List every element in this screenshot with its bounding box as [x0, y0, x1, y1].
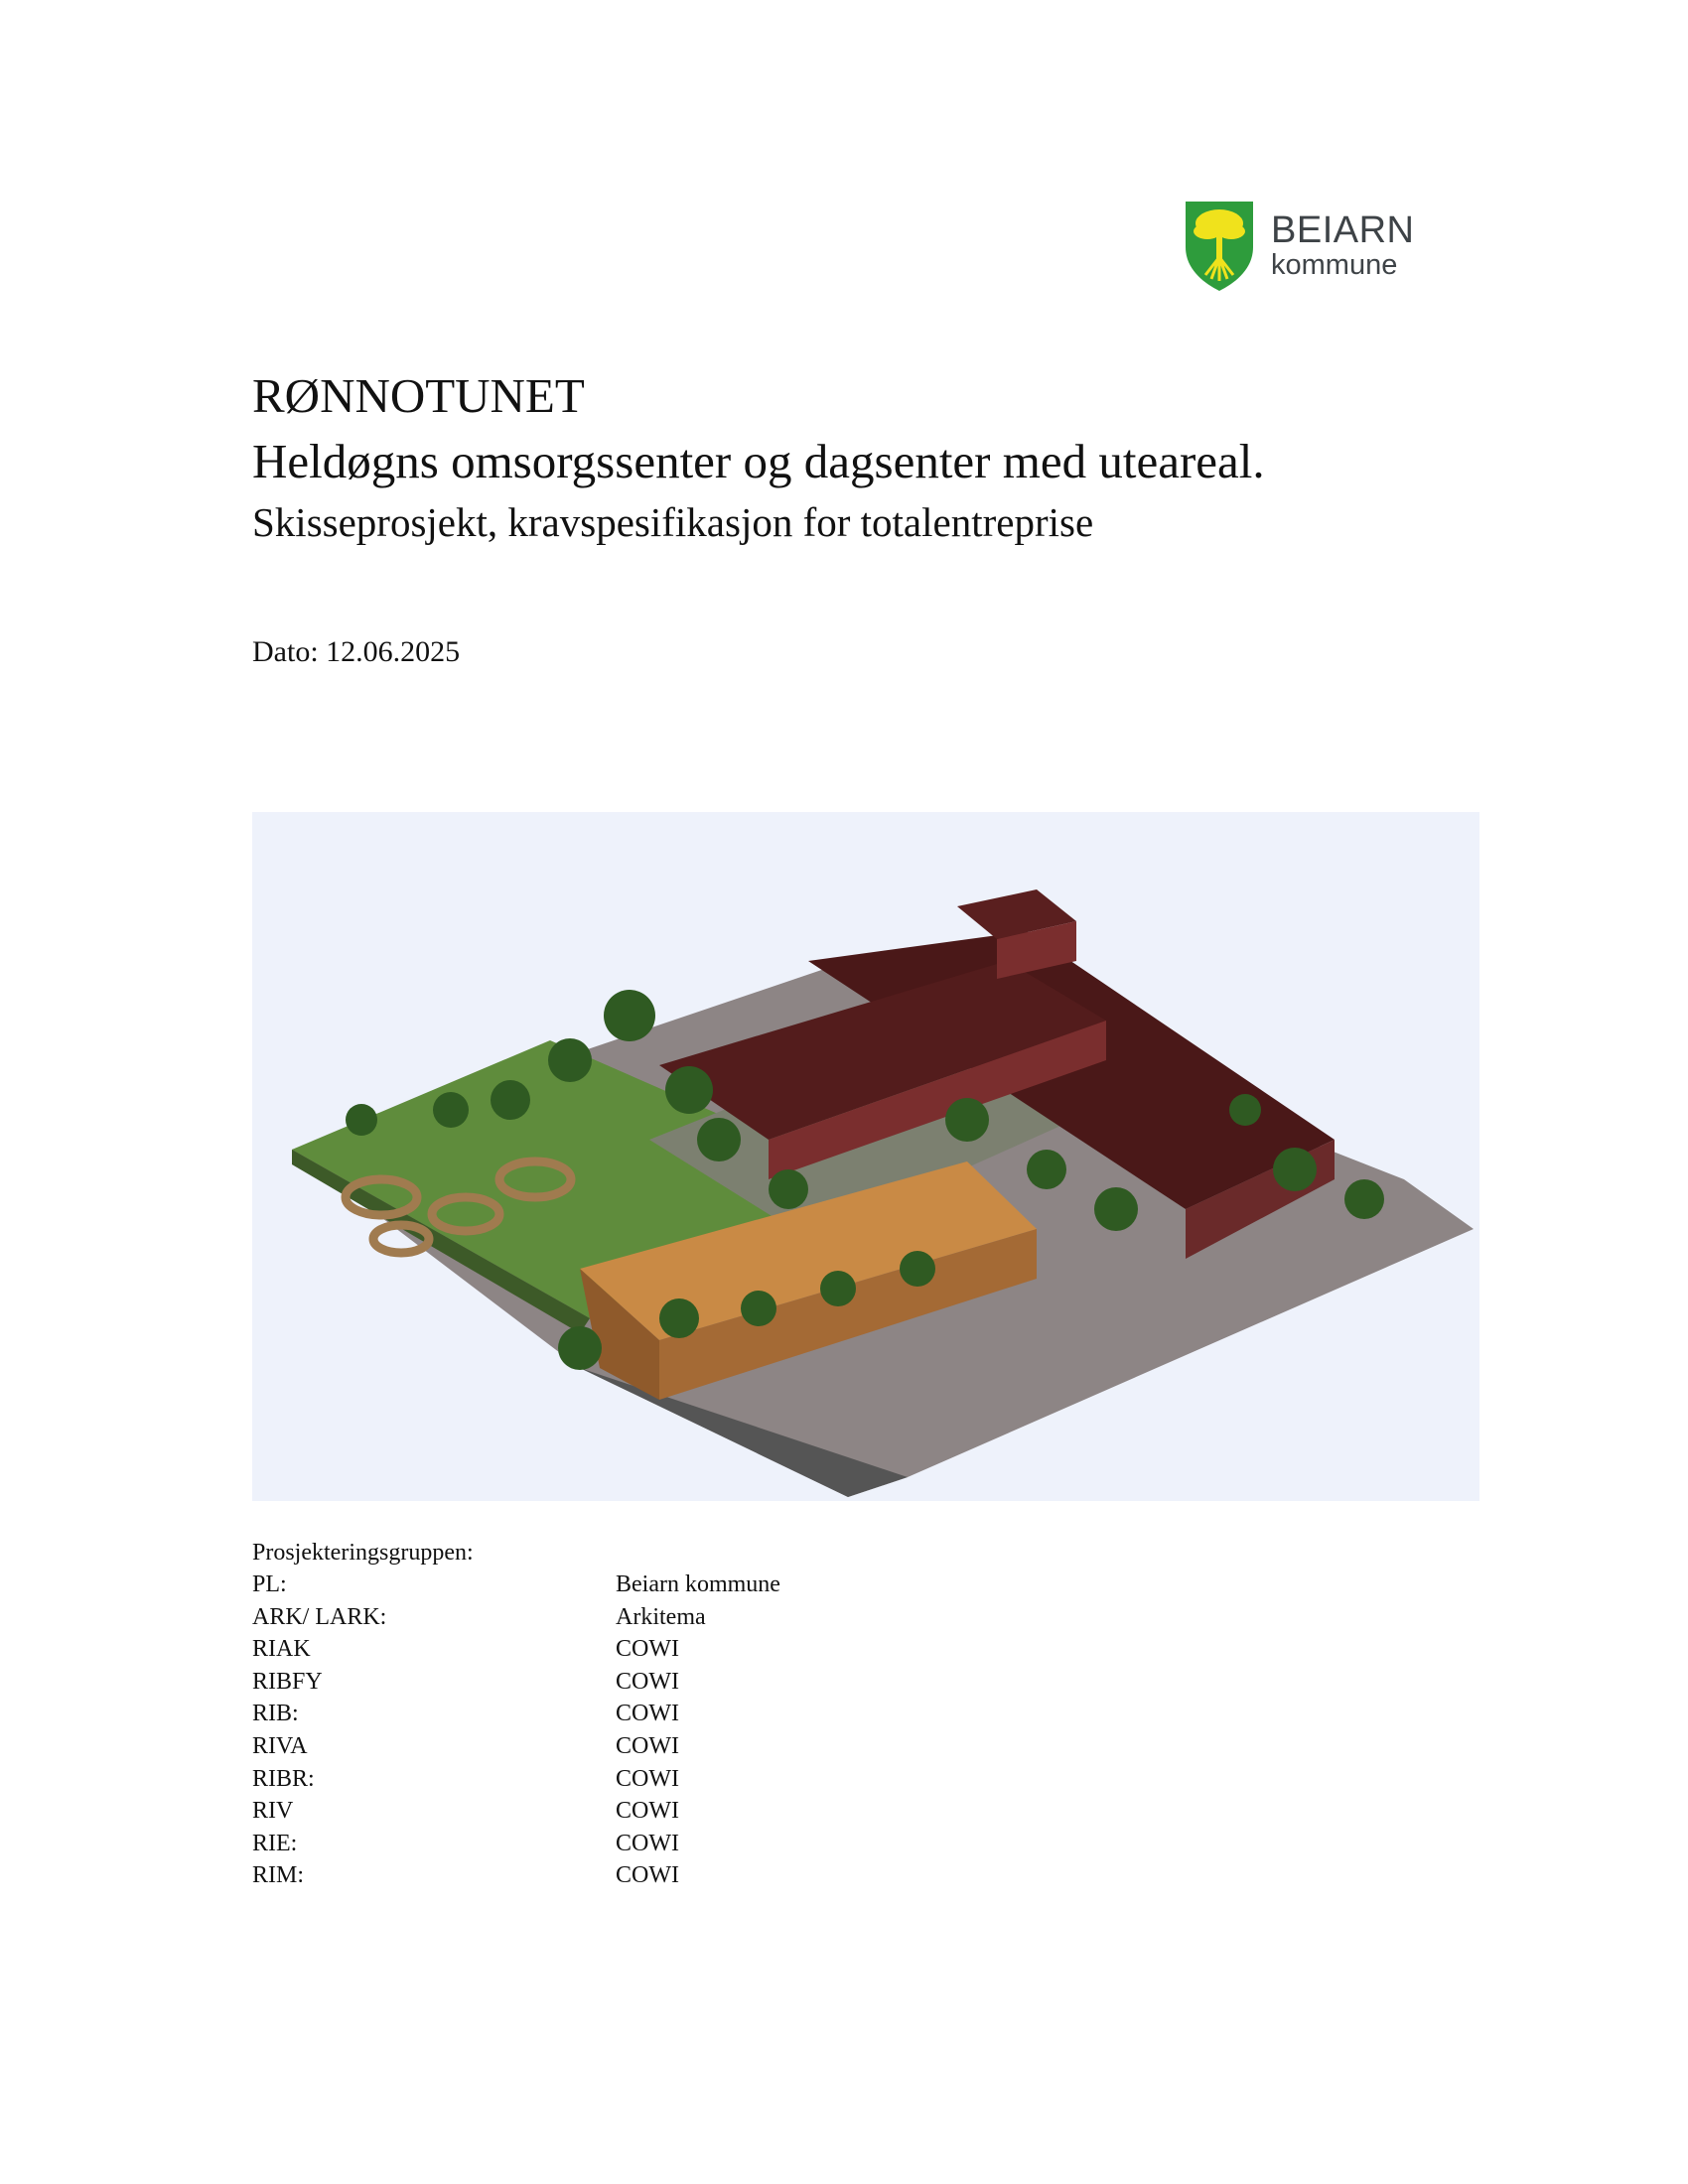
beiarn-logo — [1182, 189, 1428, 302]
team-role: ARK/ LARK: — [252, 1603, 387, 1630]
team-row — [252, 1859, 780, 1892]
team-role: RIAK — [252, 1636, 311, 1663]
team-company: COWI — [616, 1668, 679, 1695]
logo-subname: kommune — [1271, 248, 1398, 281]
team-company: COWI — [616, 1636, 679, 1663]
team-role: RIVA — [252, 1732, 308, 1759]
team-company: COWI — [616, 1830, 679, 1856]
team-role: RIM: — [252, 1862, 305, 1889]
team-company: COWI — [616, 1798, 679, 1825]
document-subtitle-secondary: Skisseprosjekt, kravspesifikasjon for totalentreprise — [252, 499, 1094, 545]
team-row — [252, 1698, 780, 1730]
team-row — [252, 1633, 780, 1666]
team-company: Beiarn kommune — [616, 1571, 780, 1597]
team-role: RIB: — [252, 1701, 299, 1727]
team-row — [252, 1569, 780, 1601]
beiarn-coat-of-arms-icon — [1182, 198, 1257, 293]
team-row — [252, 1795, 780, 1828]
team-role: RIBFY — [252, 1668, 323, 1695]
team-company: COWI — [616, 1732, 679, 1759]
team-row — [252, 1828, 780, 1860]
document-subtitle: Heldøgns omsorgssenter og dagsenter med uteareal. — [252, 434, 1265, 488]
team-role: PL: — [252, 1571, 287, 1597]
team-role: RIE: — [252, 1830, 298, 1856]
team-role: RIBR: — [252, 1765, 315, 1792]
team-company: COWI — [616, 1701, 679, 1727]
team-row — [252, 1666, 780, 1699]
team-row — [252, 1763, 780, 1796]
logo-name: BEIARN — [1271, 208, 1415, 251]
team-row — [252, 1730, 780, 1763]
project-team-heading: Prosjekteringsgruppen: — [252, 1540, 474, 1566]
team-company: COWI — [616, 1862, 679, 1889]
team-role: RIV — [252, 1798, 294, 1825]
team-company: COWI — [616, 1765, 679, 1792]
team-company: Arkitema — [616, 1603, 706, 1630]
site-rendering-image — [252, 812, 1479, 1501]
team-row — [252, 1601, 780, 1634]
document-date: Dato: 12.06.2025 — [252, 635, 461, 668]
document-title: RØNNOTUNET — [252, 368, 585, 423]
project-team — [252, 1537, 780, 1892]
